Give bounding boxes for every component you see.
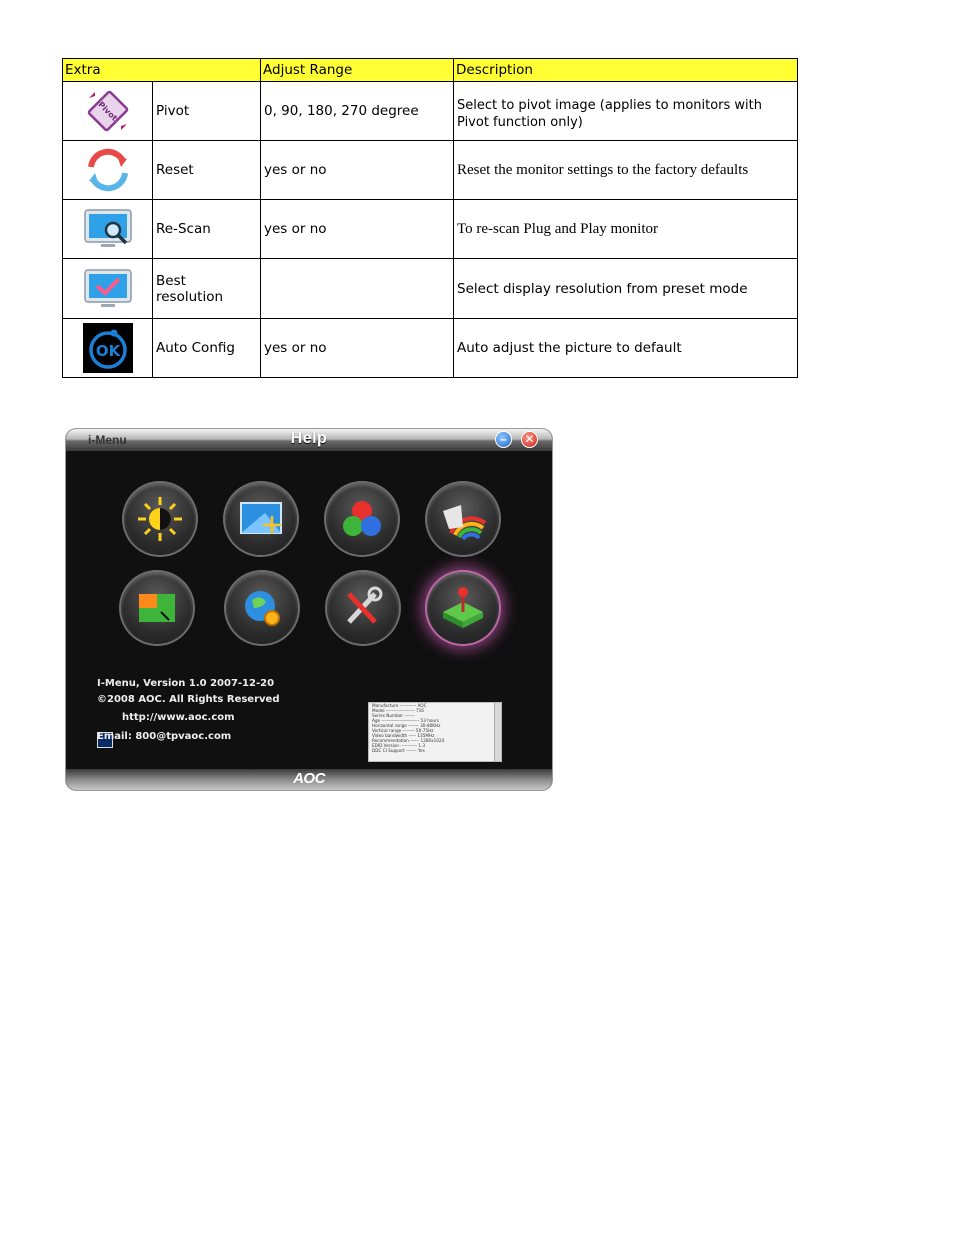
best-resolution-icon: [81, 262, 135, 316]
close-button[interactable]: [521, 431, 538, 448]
icon-cell: [63, 82, 153, 141]
tools-icon: [327, 572, 399, 644]
table-row: [63, 200, 798, 259]
adjust-range: yes or no: [261, 141, 454, 200]
monitor-info-row: Manufacture ----------- AOC: [372, 703, 427, 708]
extra-name: Re-Scan: [153, 200, 261, 259]
extra-icon: [226, 572, 298, 644]
image-setup-button[interactable]: [225, 483, 297, 555]
info-scrollbar[interactable]: [494, 703, 501, 761]
aoc-logo: AOC: [293, 770, 325, 787]
title-bar[interactable]: [66, 429, 552, 451]
extra-button[interactable]: [226, 572, 298, 644]
monitor-info-row: Age ------------------------- 53 hours: [372, 718, 439, 723]
monitor-info-row: Horizontal range ------- 30-80KHz: [372, 723, 441, 728]
tools-button[interactable]: [327, 572, 399, 644]
picture-boost-icon: [427, 483, 499, 555]
svg-text:Pivot: Pivot: [95, 99, 119, 123]
table-row: [63, 141, 798, 200]
adjust-range: yes or no: [261, 200, 454, 259]
app-name: i-Menu: [88, 433, 127, 447]
description: To re-scan Plug and Play monitor: [454, 200, 798, 259]
table-row: [63, 259, 798, 319]
extra-name: Reset: [153, 141, 261, 200]
help-icon: [427, 572, 499, 644]
description: Auto adjust the picture to default: [454, 319, 798, 378]
monitor-info-row: DDC CI Support ------- Yes: [372, 748, 425, 753]
color-setup-button[interactable]: [326, 483, 398, 555]
monitor-info-row: Series Number -------: [372, 713, 415, 718]
monitor-info-row: EDID Version ----------- 1.3: [372, 743, 426, 748]
picture-boost-button[interactable]: [427, 483, 499, 555]
imenu-help-window: [66, 429, 552, 790]
adjust-range: yes or no: [261, 319, 454, 378]
icon-cell: [63, 141, 153, 200]
luminance-button[interactable]: [124, 483, 196, 555]
monitor-info-box[interactable]: [368, 702, 502, 762]
table-row: [63, 82, 798, 141]
monitor-info-row: Vertical range -------- 50-75Hz: [372, 728, 434, 733]
extra-name: Best resolution: [153, 259, 261, 319]
auto-config-icon: [81, 321, 135, 375]
description: Select to pivot image (applies to monitors with Pivot function only): [454, 82, 798, 141]
minus-icon: –: [500, 432, 507, 446]
rescan-icon: [81, 202, 135, 256]
website-link[interactable]: http://www.aoc.com: [122, 712, 235, 723]
adjust-range: 0, 90, 180, 270 degree: [261, 82, 454, 141]
description: Select display resolution from preset mode: [454, 259, 798, 319]
monitor-info-row: Model ------------------- 716: [372, 708, 424, 713]
header-extra: Extra: [63, 59, 261, 82]
description: Reset the monitor settings to the factory defaults: [454, 141, 798, 200]
icon-cell: [63, 200, 153, 259]
extra-name: Auto Config: [153, 319, 261, 378]
reset-icon: [81, 143, 135, 197]
footer-bar: [66, 769, 552, 790]
close-icon: ✕: [524, 432, 535, 446]
extra-name: Pivot: [153, 82, 261, 141]
help-button[interactable]: [427, 572, 499, 644]
pivot-icon: [81, 84, 135, 138]
osd-setup-icon: [121, 572, 193, 644]
extra-settings-table: [62, 58, 798, 378]
icon-cell: [63, 319, 153, 378]
minimize-button[interactable]: [495, 431, 512, 448]
monitor-info-row: Recommendation ------ 1280x1024: [372, 738, 445, 743]
version-text: I-Menu, Version 1.0 2007-12-20: [97, 678, 275, 689]
osd-setup-button[interactable]: [121, 572, 193, 644]
svg-text:OK: OK: [95, 342, 120, 360]
header-description: Description: [454, 59, 798, 82]
color-icon: [326, 483, 398, 555]
table-row: [63, 319, 798, 378]
header-adjust-range: Adjust Range: [261, 59, 454, 82]
email-text: Email: 800@tpvaoc.com: [97, 731, 232, 742]
copyright-text: ©2008 AOC. All Rights Reserved: [97, 694, 280, 705]
table-header-row: [63, 59, 798, 82]
adjust-range: [261, 259, 454, 319]
brightness-icon: [124, 483, 196, 555]
icon-cell: [63, 259, 153, 319]
help-panel: [66, 451, 552, 769]
window-title: Help: [290, 430, 328, 447]
image-setup-icon: [225, 483, 297, 555]
monitor-info-row: Video bandwidth ----- 135MHz: [372, 733, 435, 738]
